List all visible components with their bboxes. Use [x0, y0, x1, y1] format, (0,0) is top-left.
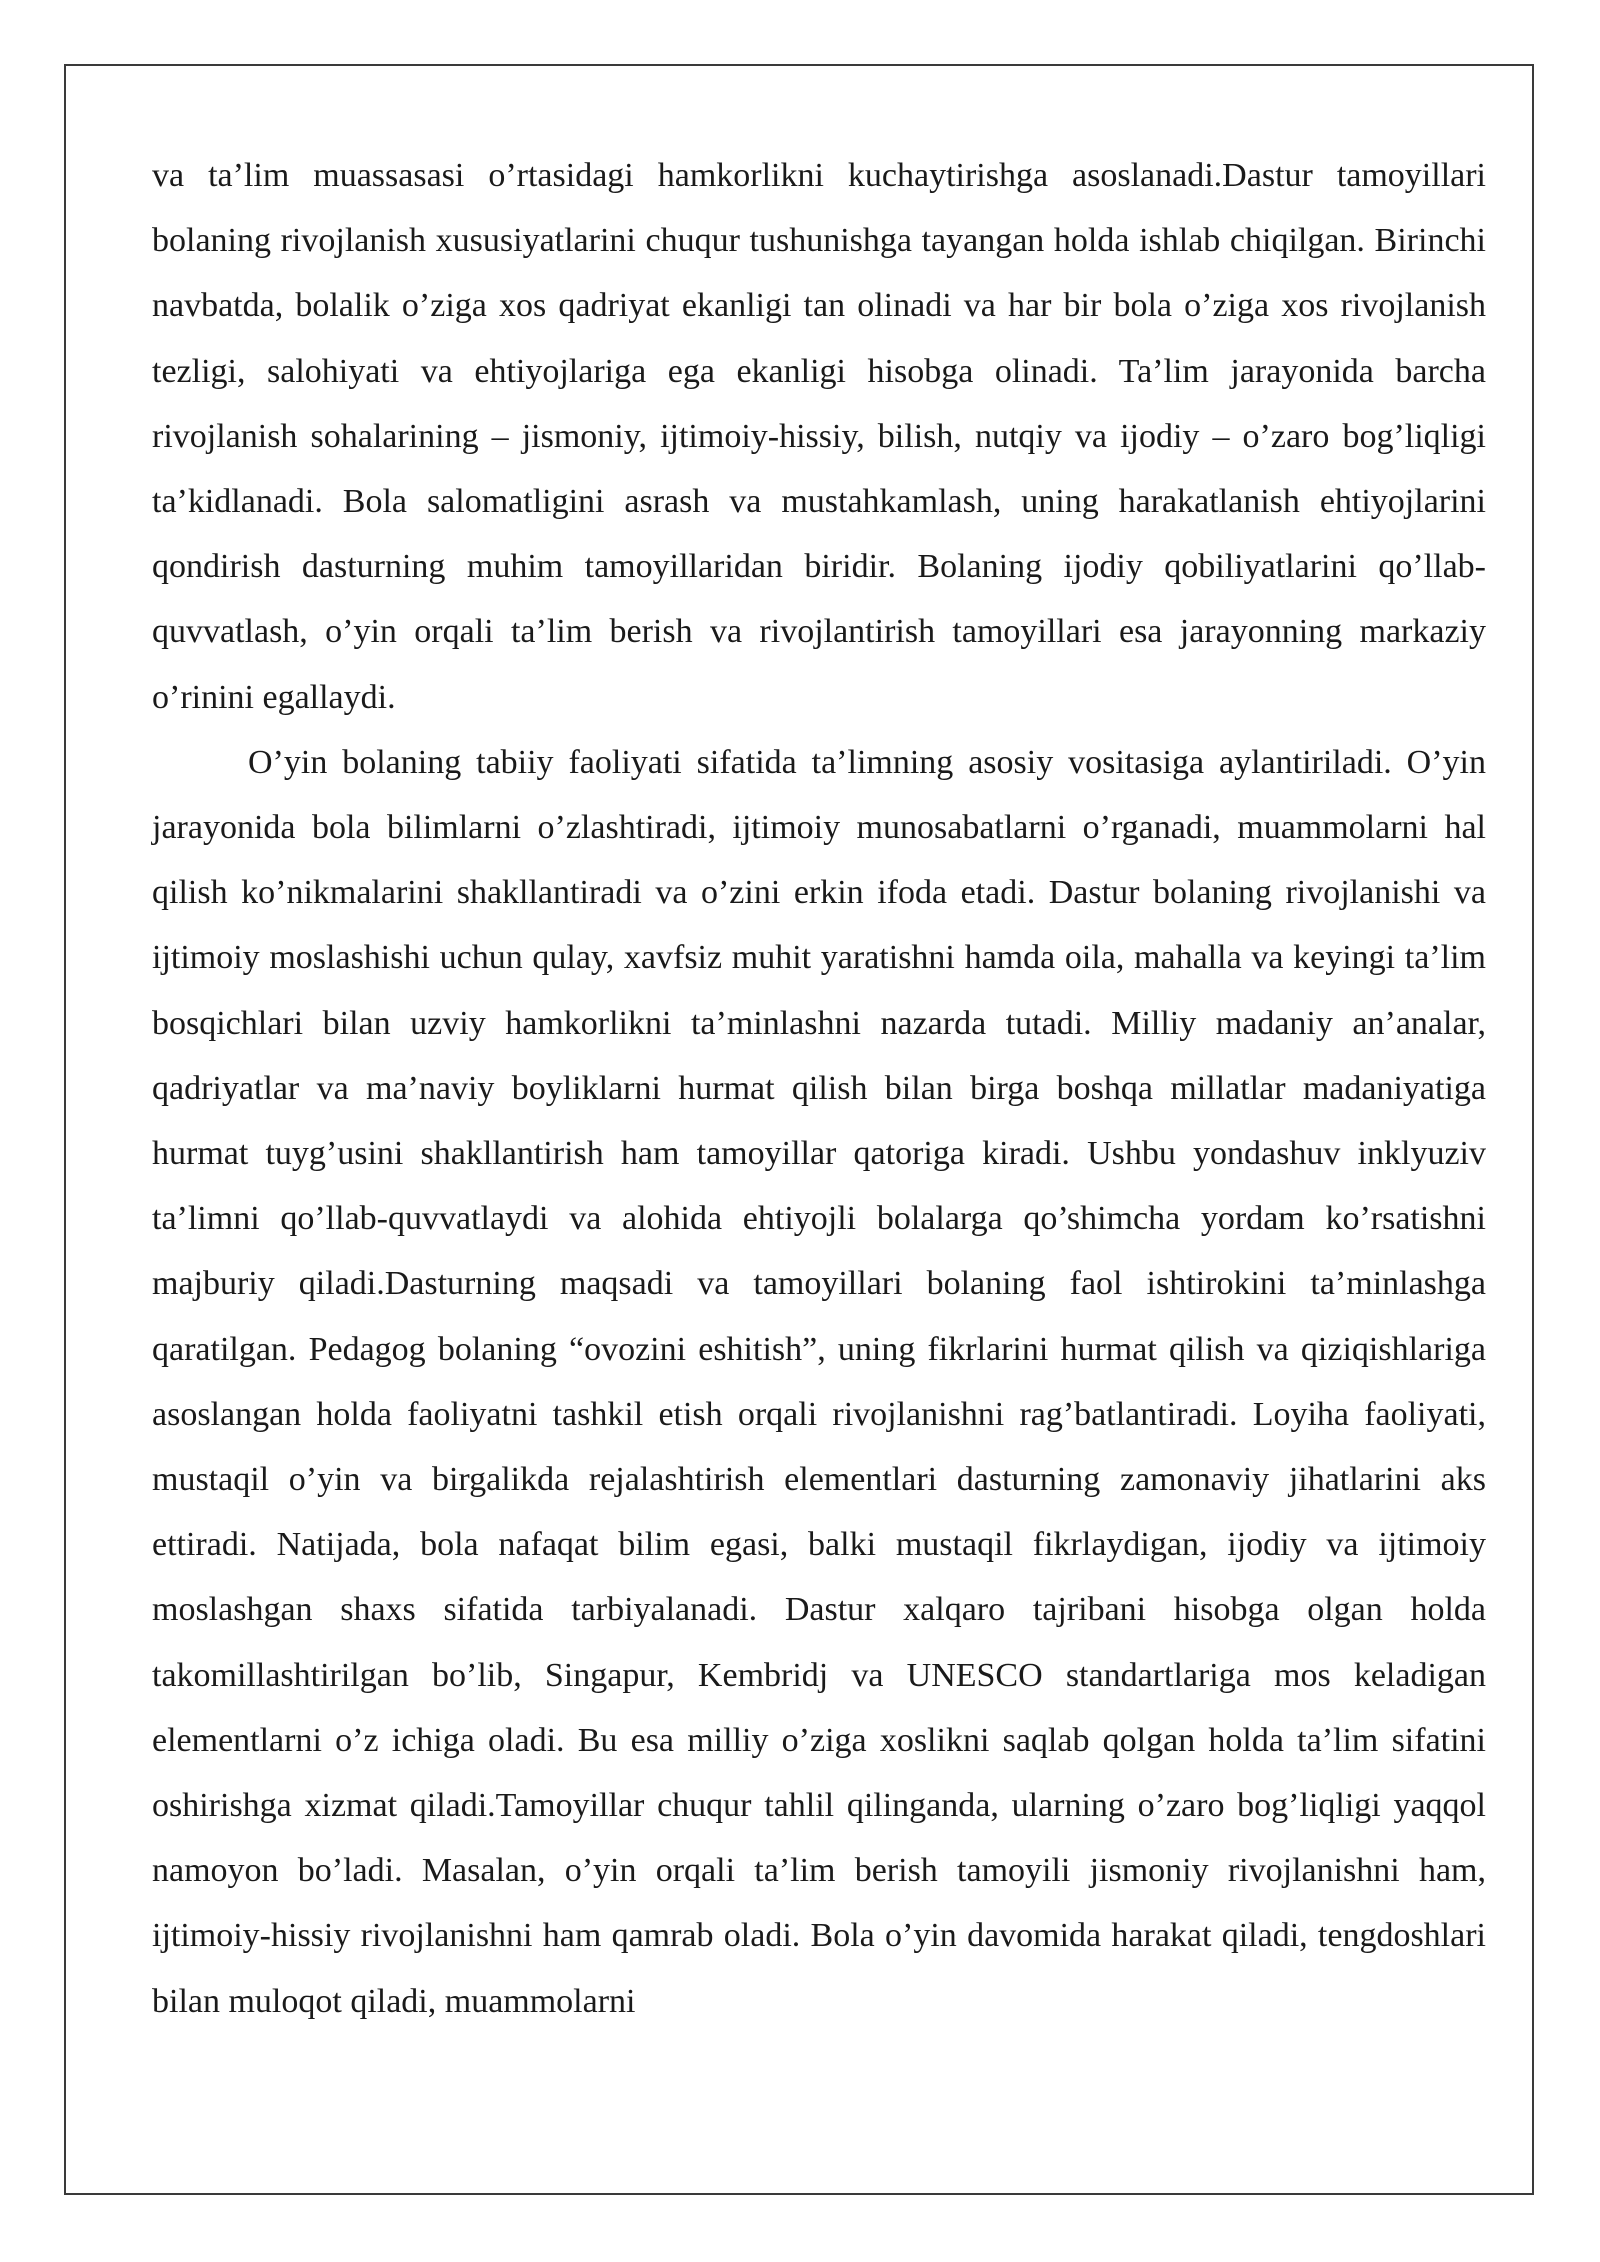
paragraph-2: O’yin bolaning tabiiy faoliyati sifatida ta’limning asosiy vositasiga aylantiriladi. O’yin jarayonida bola bilimlarni o’zlashtiradi, ijtimoiy munosabatlarni o’rganadi, muammolarni hal qilish ko’nikmalarini shakllantiradi va o’zini erkin ifoda etadi. Dastur bolaning rivojlanishi va ijtimoiy moslashishi uchun qulay, xavfsiz muhit yaratishni hamda oila, mahalla va keyingi ta’lim bosqichlari bilan uzviy hamkorlikni ta’minlashni nazarda tutadi. Milliy madaniy an’analar, qadriyatlar va ma’naviy boyliklarni hurmat qilish bilan birga boshqa millatlar madaniyatiga hurmat tuyg’usini shakllantirish ham tamoyillar qatoriga kiradi. Ushbu yondashuv inklyuziv ta’limni qo’llab-quvvatlaydi va alohida ehtiyojli bolalarga qo’shimcha yordam ko’rsatishni majburiy qiladi.Dasturning maqsadi va tamoyillari bolaning faol ishtirokini ta’minlashga qaratilgan. Pedagog bolaning “ovozini eshitish”, uning fikrlarini hurmat qilish va qiziqishlariga asoslangan holda faoliyatni tashkil etish orqali rivojlanishni rag’batlantiradi. Loyiha faoliyati, mustaqil o’yin va birgalikda rejalashtirish elementlari dasturning zamonaviy jihatlarini aks ettiradi. Natijada, bola nafaqat bilim egasi, balki mustaqil fikrlaydigan, ijodiy va ijtimoiy moslashgan shaxs sifatida tarbiyalanadi. Dastur xalqaro tajribani hisobga olgan holda takomillashtirilgan bo’lib, Singapur, Kembridj va UNESCO standartlariga mos keladigan elementlarni o’z ichiga oladi. Bu esa milliy o’ziga xoslikni saqlab qolgan holda ta’lim sifatini oshirishga xizmat qiladi.Tamoyillar chuqur tahlil qilinganda, ularning o’zaro bog’liqligi yaqqol namoyon bo’ladi. Masalan, o’yin orqali ta’lim berish tamoyili jismoniy rivojlanishni ham, ijtimoiy-hissiy rivojlanishni ham qamrab oladi. Bola o’yin davomida harakat qiladi, tengdoshlari bilan muloqot qiladi, muammolarni — [152, 743, 1486, 2020]
paragraph-1: va ta’lim muassasasi o’rtasidagi hamkorlikni kuchaytirishga asoslanadi.Dastur tamoyillari bolaning rivojlanish xususiyatlarini chuqur tushunishga tayangan holda ishlab chiqilgan. Birinchi navbatda, bolalik o’ziga xos qadriyat ekanligi tan olinadi va har bir bola o’ziga xos rivojlanish tezligi, salohiyati va ehtiyojlariga ega ekanligi hisobga olinadi. Ta’lim jarayonida barcha rivojlanish sohalarining – jismoniy, ijtimoiy-hissiy, bilish, nutqiy va ijodiy – o’zaro bog’liqligi ta’kidlanadi. Bola salomatligini asrash va mustahkamlash, uning harakatlanish ehtiyojlarini qondirish dasturning muhim tamoyillaridan biridir. Bolaning ijodiy qobiliyatlarini qo’llab-quvvatlash, o’yin orqali ta’lim berish va rivojlantirish tamoyillari esa jarayonning markaziy o’rinini egallaydi. — [152, 157, 1486, 716]
document-body — [152, 143, 1486, 2034]
